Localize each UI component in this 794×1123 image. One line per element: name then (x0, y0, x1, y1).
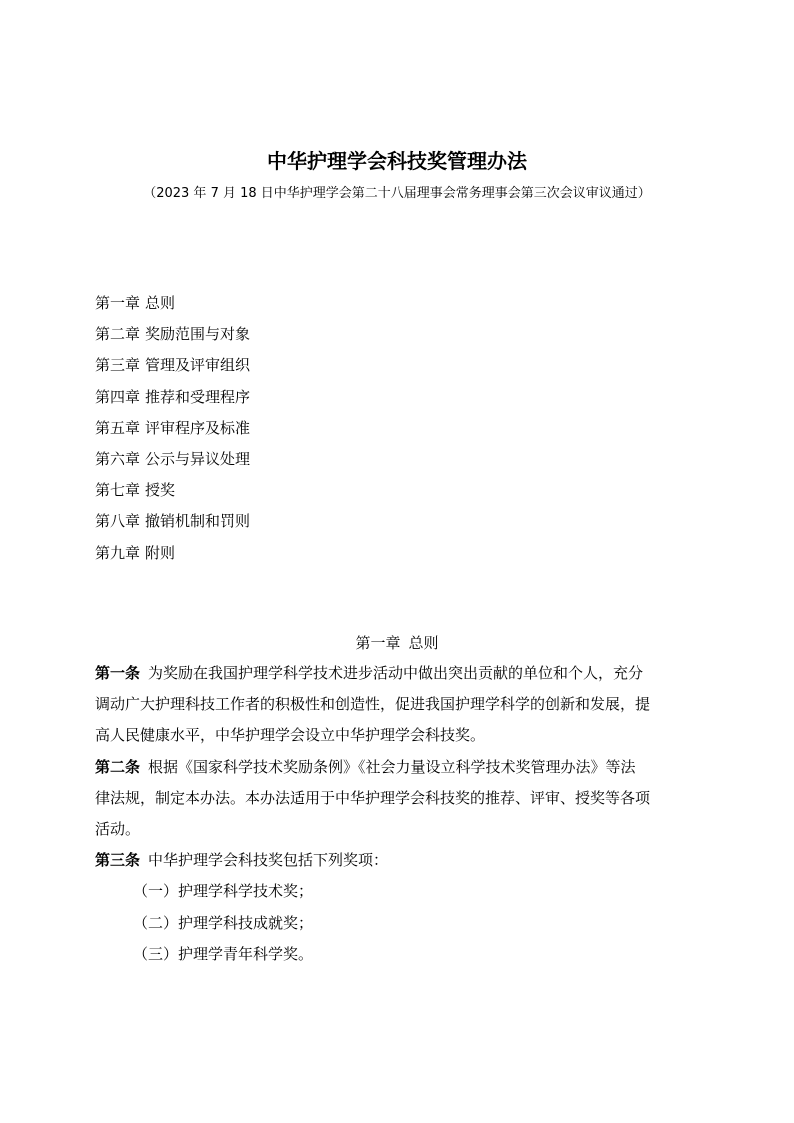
article-text: 中华护理学会科技奖包括下列奖项： (148, 851, 389, 870)
toc-item (95, 506, 595, 537)
article-text: 调动广大护理科技工作者的积极性和创造性，促进我国护理学科学的创新和发展，提 (95, 695, 651, 714)
article-label: 第二条 (95, 757, 141, 776)
article-text: 律法规，制定本办法。本办法适用于中华护理学会科技奖的推荐、评审、授奖等各项 (95, 788, 651, 807)
article-label: 第三条 (95, 851, 141, 870)
toc-chapter-title: 授奖 (145, 481, 176, 500)
toc-chapter-number: 第六章 (95, 449, 141, 468)
toc-item (95, 538, 595, 569)
chapter-body (95, 658, 695, 970)
toc-chapter-title: 附则 (145, 543, 176, 562)
toc-item (95, 382, 595, 413)
list-item: （一）护理学科学技术奖； (133, 882, 314, 901)
article-line (95, 845, 695, 876)
article-text: 高人民健康水平，中华护理学会设立中华护理学会科技奖。 (95, 726, 486, 745)
toc-item (95, 319, 595, 350)
document-title: 中华护理学会科技奖管理办法 (267, 149, 527, 173)
toc-item (95, 475, 595, 506)
toc-chapter-number: 第五章 (95, 418, 141, 437)
toc-item (95, 444, 595, 475)
chapter-heading (0, 633, 794, 653)
toc-item (95, 288, 595, 319)
toc-item (95, 350, 595, 381)
toc-chapter-title: 总则 (145, 294, 176, 312)
toc-chapter-title: 评审程序及标准 (145, 418, 251, 437)
article-line (95, 752, 695, 783)
toc-item (95, 413, 595, 444)
table-of-contents (95, 288, 595, 569)
toc-chapter-title: 奖励范围与对象 (145, 325, 251, 344)
toc-chapter-title: 公示与异议处理 (145, 449, 251, 468)
article-text: 为奖励在我国护理学科学技术进步活动中做出突出贡献的单位和个人，充分 (148, 664, 644, 682)
toc-chapter-number: 第一章 (95, 294, 141, 312)
chapter-number: 第一章 (355, 634, 401, 652)
toc-chapter-number: 第八章 (95, 512, 141, 531)
toc-chapter-title: 管理及评审组织 (145, 356, 251, 375)
document-subtitle: （2023 年 7 月 18 日中华护理学会第二十八届理事会常务理事会第三次会议审议通过） (143, 186, 651, 201)
article-label: 第一条 (95, 664, 141, 682)
toc-chapter-title: 撤销机制和罚则 (145, 512, 251, 531)
article-line (95, 658, 695, 689)
list-item: （二）护理学科技成就奖； (133, 913, 314, 932)
toc-chapter-number: 第三章 (95, 356, 141, 375)
chapter-title: 总则 (408, 634, 439, 652)
list-item: （三）护理学青年科学奖。 (133, 944, 314, 963)
toc-chapter-number: 第二章 (95, 325, 141, 344)
toc-chapter-number: 第七章 (95, 481, 141, 500)
article-text: 活动。 (95, 819, 141, 838)
toc-chapter-title: 推荐和受理程序 (145, 387, 251, 406)
article-text: 根据《国家科学技术奖励条例》《社会力量设立科学技术奖管理办法》等法 (148, 757, 636, 776)
toc-chapter-number: 第四章 (95, 387, 141, 406)
toc-chapter-number: 第九章 (95, 543, 141, 562)
